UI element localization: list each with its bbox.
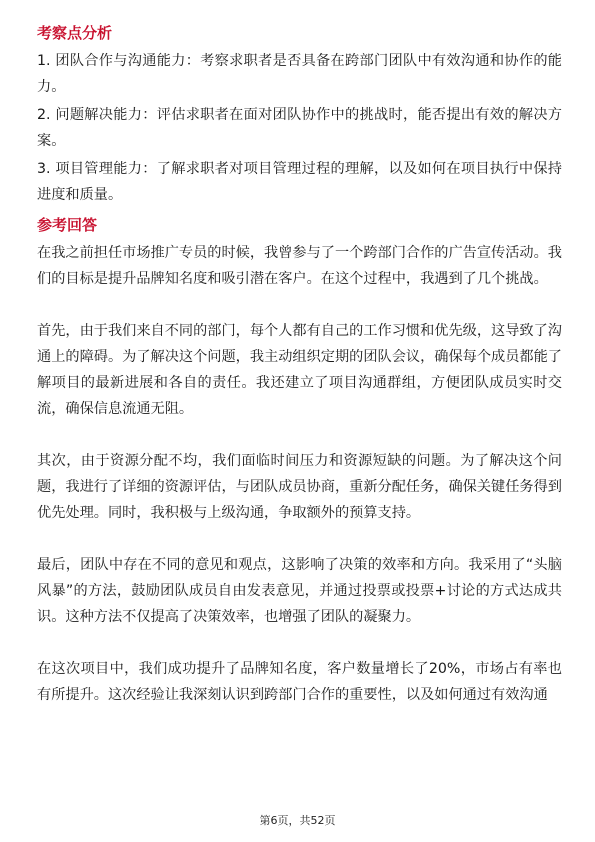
answer-paragraph-4: 最后，团队中存在不同的意见和观点，这影响了决策的效率和方向。我采用了“头脑风暴”的方法，鼓励团队成员自由发表意见，并通过投票或投票+讨论的方式达成共识。这种方法不仅提高了决策效率，也增强了团队的凝聚力。: [37, 557, 562, 625]
answer-section-title: 参考回答: [37, 216, 98, 234]
page-number-footer: 第6页，共52页: [259, 814, 336, 827]
answer-paragraph-2: 首先，由于我们来自不同的部门，每个人都有自己的工作习惯和优先级，这导致了沟通上的障碍。为了解决这个问题，我主动组织定期的团队会议，确保每个成员都能了解项目的最新进展和各自的责任。我还建立了项目沟通群组，方便团队成员实时交流，确保信息流通无阻。: [37, 323, 562, 417]
document-page: [37, 22, 562, 734]
analysis-item-2: 2. 问题解决能力：评估求职者在面对团队协作中的挑战时，能否提出有效的解决方案。: [37, 107, 562, 149]
analysis-list: [37, 48, 562, 208]
answer-paragraph-3: 其次，由于资源分配不均，我们面临时间压力和资源短缺的问题。为了解决这个问题，我进行了详细的资源评估，与团队成员协商，重新分配任务，确保关键任务得到优先处理。同时，我积极与上级沟通，争取额外的预算支持。: [37, 453, 562, 521]
analysis-item-1: 1. 团队合作与沟通能力：考察求职者是否具备在跨部门团队中有效沟通和协作的能力。: [37, 53, 562, 95]
analysis-item-3: 3. 项目管理能力：了解求职者对项目管理过程的理解，以及如何在项目执行中保持进度和质量。: [37, 161, 562, 203]
answer-body: [37, 240, 562, 708]
answer-paragraph-5: 在这次项目中，我们成功提升了品牌知名度，客户数量增长了20%，市场占有率也有所提升。这次经验让我深刻认识到跨部门合作的重要性，以及如何通过有效沟通: [37, 661, 562, 703]
analysis-section-title: 考察点分析: [37, 24, 113, 42]
answer-paragraph-1: 在我之前担任市场推广专员的时候，我曾参与了一个跨部门合作的广告宣传活动。我们的目标是提升品牌知名度和吸引潜在客户。在这个过程中，我遇到了几个挑战。: [37, 245, 562, 287]
